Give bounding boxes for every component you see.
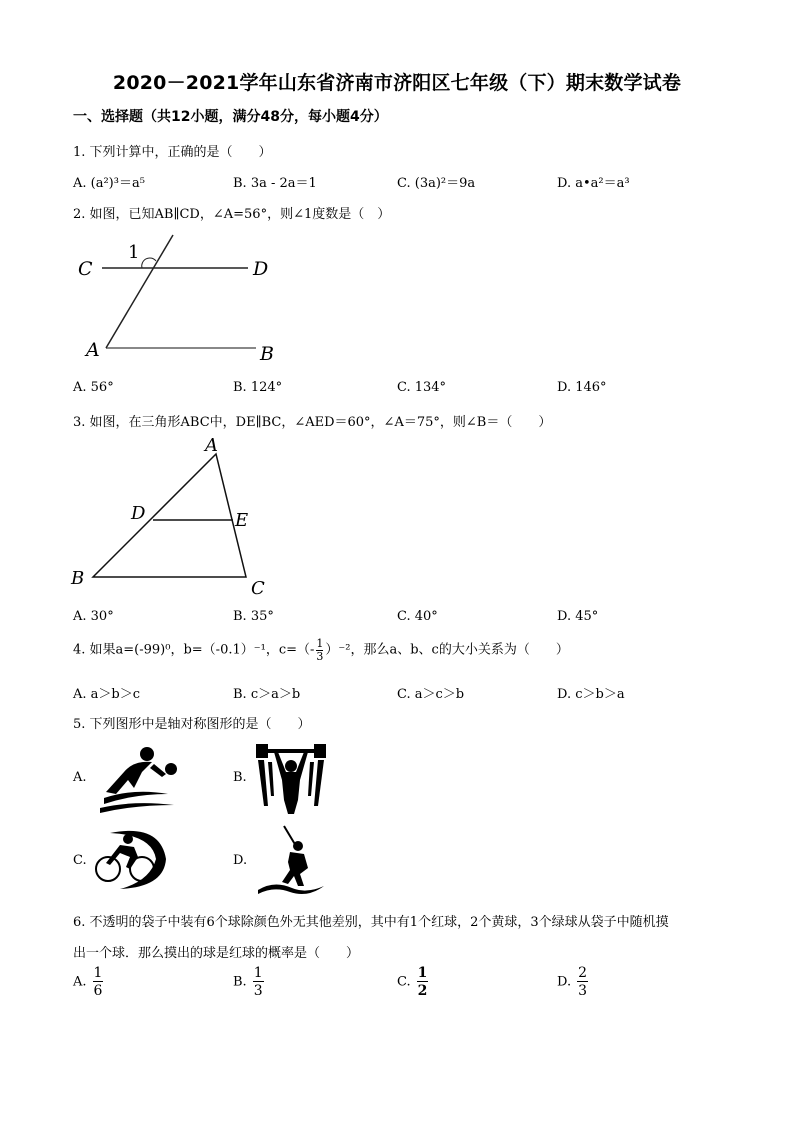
q3-figure — [68, 432, 288, 602]
q2-option-d: D. 146° — [557, 380, 607, 395]
q5-option-c-letter: C. — [73, 853, 87, 868]
q3-option-d: D. 45° — [557, 609, 599, 624]
label-c: C — [251, 578, 265, 599]
label-d: D — [253, 258, 269, 280]
label-d: D — [131, 503, 146, 524]
label-b: B — [260, 343, 274, 365]
question-3-stem: 3. 如图，在三角形ABC中，DE∥BC，∠AED＝60°，∠A＝75°，则∠B＝（ ） — [73, 415, 552, 430]
q6-option-c-fraction — [417, 966, 429, 998]
q6-option-a-den: 6 — [93, 983, 103, 999]
q1-option-d: D. a•a²＝a³ — [557, 176, 630, 191]
q4-fraction — [316, 638, 323, 662]
q4-option-a: A. a＞b＞c — [73, 687, 141, 702]
section-heading: 一、选择题（共12小题，满分48分，每小题4分） — [73, 109, 388, 125]
q2-option-b: B. 124° — [233, 380, 283, 395]
q6-option-b — [233, 966, 264, 998]
q6-option-d-num: 2 — [578, 965, 588, 981]
volleyball-player-icon — [94, 742, 180, 816]
cyclist-icon — [90, 825, 172, 893]
q4-stem-part1: 4. 如果a=(-99)⁰，b=（-0.1）⁻¹，c=（- — [73, 642, 315, 658]
page-title: 2020－2021学年山东省济南市济阳区七年级（下）期末数学试卷 — [112, 72, 682, 94]
q5-option-a-letter: A. — [73, 770, 87, 785]
q6-option-c-den: 2 — [417, 983, 428, 999]
question-6-stem-line1: 6. 不透明的袋子中装有6个球除颜色外无其他差别，其中有1个红球，2个黄球，3个绿球从袋子中随机摸 — [73, 915, 669, 930]
q4-stem-part2: ）⁻²，那么a、b、c的大小关系为（ ） — [325, 642, 569, 658]
weightlifter-icon — [254, 740, 328, 816]
q4-option-c: C. a＞c＞b — [397, 687, 465, 702]
label-angle-1: 1 — [128, 242, 140, 263]
triangle-abc — [93, 454, 249, 577]
q6-option-d-fraction — [577, 966, 588, 998]
q2-option-a: A. 56° — [73, 380, 114, 395]
label-b: B — [71, 568, 85, 589]
transversal — [106, 235, 173, 348]
question-2-stem: 2. 如图，已知AB∥CD，∠A=56°，则∠1度数是（ ） — [73, 207, 391, 222]
q6-option-b-num: 1 — [253, 965, 263, 981]
q5-option-b-letter: B. — [233, 770, 247, 785]
question-5-stem: 5. 下列图形中是轴对称图形的是（ ） — [73, 717, 311, 732]
question-6-stem-line2: 出一个球．那么摸出的球是红球的概率是（ ） — [73, 946, 360, 961]
q4-option-b: B. c＞a＞b — [233, 687, 301, 702]
question-1-stem: 1. 下列计算中，正确的是（ ） — [73, 145, 272, 160]
q6-option-b-letter: B. — [233, 974, 247, 990]
q4-fraction-num: 1 — [316, 637, 324, 650]
q6-option-d — [557, 966, 588, 998]
q3-option-b: B. 35° — [233, 609, 274, 624]
label-c: C — [78, 258, 93, 280]
q6-option-a-letter: A. — [73, 974, 87, 990]
q6-option-d-den: 3 — [578, 983, 588, 999]
label-a: A — [205, 435, 218, 456]
label-a: A — [86, 339, 100, 361]
question-4-stem — [73, 638, 569, 662]
golfer-icon — [254, 824, 328, 896]
q6-option-d-letter: D. — [557, 974, 572, 990]
q2-option-c: C. 134° — [397, 380, 447, 395]
q6-option-a-num: 1 — [93, 965, 103, 981]
q6-option-b-den: 3 — [253, 983, 263, 999]
q4-option-d: D. c＞b＞a — [557, 687, 625, 702]
q1-option-a: A. (a²)³＝a⁵ — [73, 176, 145, 191]
q4-fraction-den: 3 — [316, 650, 324, 663]
q1-option-b: B. 3a - 2a＝1 — [233, 176, 317, 191]
q5-option-d-letter: D. — [233, 853, 248, 868]
q3-option-a: A. 30° — [73, 609, 114, 624]
q3-option-c: C. 40° — [397, 609, 438, 624]
q6-option-b-fraction — [253, 966, 264, 998]
label-e: E — [235, 510, 249, 531]
q6-option-c — [397, 966, 428, 998]
q6-option-a-fraction — [93, 966, 104, 998]
q6-option-c-letter: C. — [397, 974, 411, 990]
q1-option-c: C. (3a)²＝9a — [397, 176, 476, 191]
q6-option-a — [73, 966, 103, 998]
q2-figure — [70, 228, 290, 368]
q6-option-c-num: 1 — [417, 965, 428, 981]
